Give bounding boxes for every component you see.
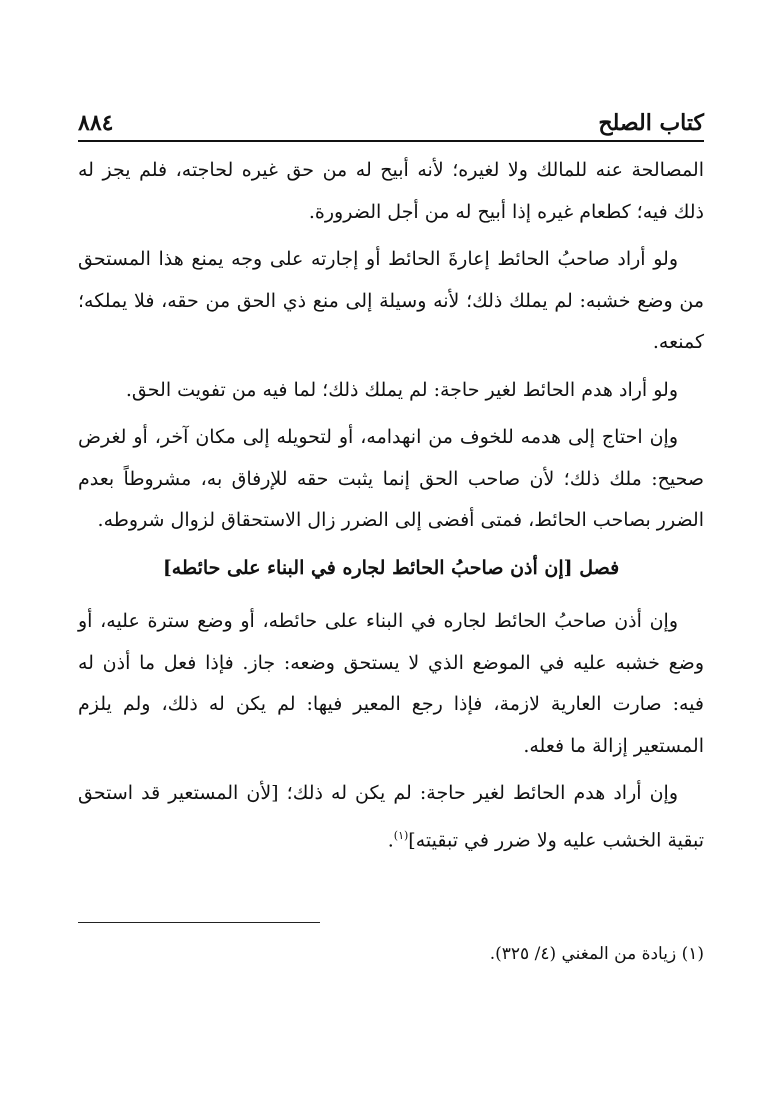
body-text [78, 150, 704, 861]
footnote: (١) زيادة من المغني (٤/ ٣٢٥). [489, 944, 704, 964]
paragraph-6-text: وإن أراد هدم الحائط لغير حاجة: لم يكن له ذلك؛ [لأن المستعير قد استحق تبقية الخشب عليه ولا ضرر في تبقيته] [78, 782, 704, 851]
page-number: ٨٨٤ [78, 110, 114, 136]
footnote-marker: (١) [393, 828, 409, 842]
paragraph-4: وإن احتاج إلى هدمه للخوف من انهدامه، أو لتحويله إلى مكان آخر، أو لغرض صحيح: ملك ذلك؛ لأن صاحب الحق إنما يثبت حقه للإرفاق به، مشروطاً بعدم الضرر بصاحب الحائط، فمتى أفضى إلى الضرر زال الاستحقاق لزوال شروطه. [78, 426, 704, 531]
document-page [78, 110, 704, 964]
paragraph-3: ولو أراد هدم الحائط لغير حاجة: لم يملك ذلك؛ لما فيه من تفويت الحق. [125, 378, 678, 401]
paragraph-5: وإن أذن صاحبُ الحائط لجاره في البناء على حائطه، أو وضع سترة عليه، أو وضع خشبه عليه في الموضع الذي لا يستحق وضعه: جاز. فإذا فعل ما أذن له فيه: صارت العارية لازمة، فإذا رجع المعير فيها: لم يكن له ذلك، ولم يلزم المستعير إزالة ما فعله. [78, 610, 704, 757]
section-heading: فصل [إن أذن صاحبُ الحائط لجاره في البناء على حائطه] [162, 556, 620, 579]
paragraph-6: وإن أراد هدم الحائط لغير حاجة: لم يكن له ذلك؛ [لأن المستعير قد استحق تبقية الخشب عليه ولا ضرر في تبقيته]$^{(١)}$. [78, 782, 704, 851]
paragraph-2: ولو أراد صاحبُ الحائط إعارةَ الحائط أو إجارته على وجه يمنع هذا المستحق من وضع خشبه: لم يملك ذلك؛ لأنه وسيلة إلى منع ذي الحق من حقه، فلا يملكه؛ كمنعه. [78, 248, 704, 353]
chapter-title: كتاب الصلح [598, 110, 704, 136]
page-header [78, 110, 704, 142]
footnote-divider [78, 922, 320, 923]
paragraph-1: المصالحة عنه للمالك ولا لغيره؛ لأنه أبيح له من حق غيره لحاجته، فلم يجز له ذلك فيه؛ كطعام غيره إذا أبيح له من أجل الضرورة. [78, 159, 704, 223]
